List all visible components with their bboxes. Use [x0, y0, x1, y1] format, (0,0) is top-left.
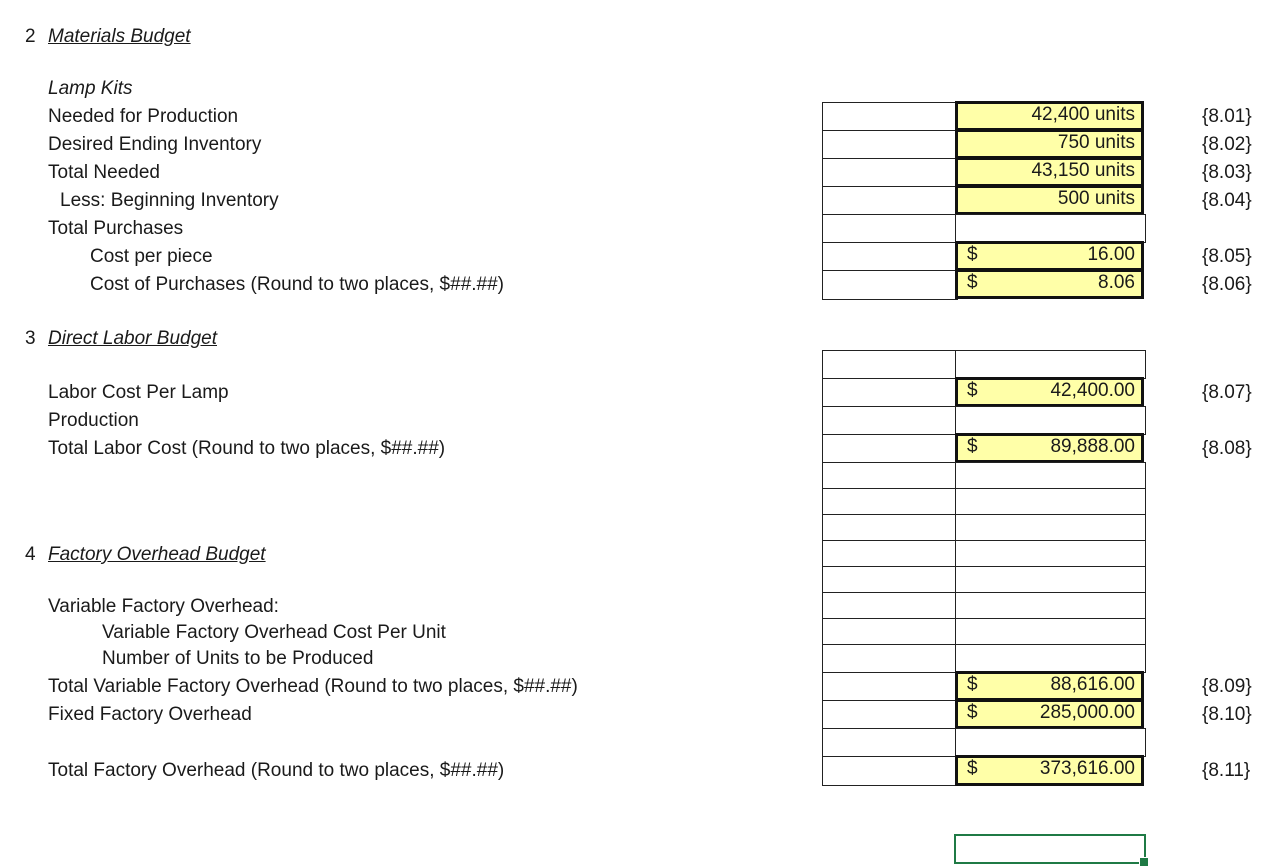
grid-cell[interactable] — [955, 728, 1146, 757]
reference-code: {8.07} — [1202, 382, 1252, 403]
grid-cell[interactable] — [822, 756, 958, 786]
grid-cell[interactable] — [955, 350, 1146, 379]
section-title-overhead: Factory Overhead Budget — [48, 544, 266, 565]
reference-code: {8.06} — [1202, 274, 1252, 295]
grid-cell[interactable] — [955, 618, 1146, 647]
row-label: Cost of Purchases (Round to two places, $##.##) — [90, 274, 505, 295]
reference-code: {8.11} — [1202, 760, 1251, 781]
row-label: Total Labor Cost (Round to two places, $##.##) — [48, 438, 446, 459]
row-label: Total Needed — [48, 162, 160, 183]
grid-cell[interactable] — [822, 728, 958, 757]
answer-cell-8-06[interactable]: $ 8.06 — [955, 269, 1144, 299]
grid-cell[interactable] — [822, 592, 958, 621]
reference-code: {8.02} — [1202, 134, 1252, 155]
grid-cell[interactable] — [822, 186, 958, 215]
answer-cell-8-05[interactable]: $ 16.00 — [955, 241, 1144, 271]
answer-cell-8-01[interactable]: 42,400 units — [955, 101, 1144, 131]
grid-cell[interactable] — [822, 566, 958, 595]
grid-cell[interactable] — [822, 462, 958, 491]
row-label: Cost per piece — [90, 246, 213, 267]
grid-cell[interactable] — [955, 514, 1146, 543]
row-label: Number of Units to be Produced — [102, 648, 374, 669]
row-label: Total Factory Overhead (Round to two places, $##.##) — [48, 760, 505, 781]
grid-cell[interactable] — [822, 514, 958, 543]
section-number-overhead: 4 — [25, 544, 36, 565]
row-label: Fixed Factory Overhead — [48, 704, 252, 725]
row-label: Production — [48, 410, 139, 431]
grid-cell[interactable] — [822, 644, 958, 673]
row-label: Labor Cost Per Lamp — [48, 382, 229, 403]
answer-cell-8-11[interactable]: $ 373,616.00 — [955, 755, 1144, 786]
reference-code: {8.10} — [1202, 704, 1252, 725]
grid-cell[interactable] — [822, 102, 958, 131]
grid-cell[interactable] — [822, 158, 958, 187]
grid-cell[interactable] — [955, 566, 1146, 595]
section-title-labor: Direct Labor Budget — [48, 328, 217, 349]
grid-cell[interactable] — [822, 378, 958, 407]
answer-cell-8-04[interactable]: 500 units — [955, 185, 1144, 215]
row-label: Total Purchases — [48, 218, 184, 239]
subtitle-lamp-kits: Lamp Kits — [48, 78, 133, 99]
answer-cell-8-08[interactable]: $ 89,888.00 — [955, 433, 1144, 463]
reference-code: {8.09} — [1202, 676, 1252, 697]
grid-cell[interactable] — [955, 592, 1146, 621]
reference-code: {8.04} — [1202, 190, 1252, 211]
row-label: Variable Factory Overhead Cost Per Unit — [102, 622, 446, 643]
reference-code: {8.05} — [1202, 246, 1252, 267]
reference-code: {8.08} — [1202, 438, 1252, 459]
answer-cell-8-10[interactable]: $ 285,000.00 — [955, 699, 1144, 729]
section-number-labor: 3 — [25, 328, 36, 349]
section-title-materials: Materials Budget — [48, 26, 191, 47]
row-label: Total Variable Factory Overhead (Round to two places, $##.##) — [48, 676, 578, 697]
reference-code: {8.01} — [1202, 106, 1252, 127]
answer-cell-8-02[interactable]: 750 units — [955, 129, 1144, 159]
grid-cell[interactable] — [822, 270, 958, 300]
row-label: Less: Beginning Inventory — [60, 190, 279, 211]
grid-cell[interactable] — [822, 242, 958, 271]
grid-cell[interactable] — [822, 672, 958, 701]
grid-cell[interactable] — [822, 488, 958, 517]
row-label: Variable Factory Overhead: — [48, 596, 279, 617]
grid-cell[interactable] — [822, 130, 958, 159]
grid-cell[interactable] — [822, 434, 958, 463]
grid-cell[interactable] — [822, 406, 958, 435]
reference-code: {8.03} — [1202, 162, 1252, 183]
row-label: Desired Ending Inventory — [48, 134, 262, 155]
grid-cell[interactable] — [822, 540, 958, 569]
grid-cell[interactable] — [955, 644, 1146, 673]
grid-cell[interactable] — [955, 406, 1146, 435]
grid-cell[interactable] — [955, 488, 1146, 517]
answer-cell-8-07[interactable]: $ 42,400.00 — [955, 377, 1144, 407]
fill-handle[interactable] — [1139, 857, 1149, 867]
answer-cell-8-09[interactable]: $ 88,616.00 — [955, 671, 1144, 701]
grid-cell[interactable] — [955, 540, 1146, 569]
answer-cell-8-03[interactable]: 43,150 units — [955, 157, 1144, 187]
section-number-materials: 2 — [25, 26, 36, 47]
grid-cell[interactable] — [955, 462, 1146, 491]
grid-cell[interactable] — [822, 618, 958, 647]
grid-cell[interactable] — [822, 350, 958, 379]
grid-cell[interactable] — [822, 214, 958, 243]
active-cell-selection[interactable] — [954, 834, 1146, 864]
grid-cell[interactable] — [822, 700, 958, 729]
row-label: Needed for Production — [48, 106, 239, 127]
grid-cell[interactable] — [955, 214, 1146, 243]
